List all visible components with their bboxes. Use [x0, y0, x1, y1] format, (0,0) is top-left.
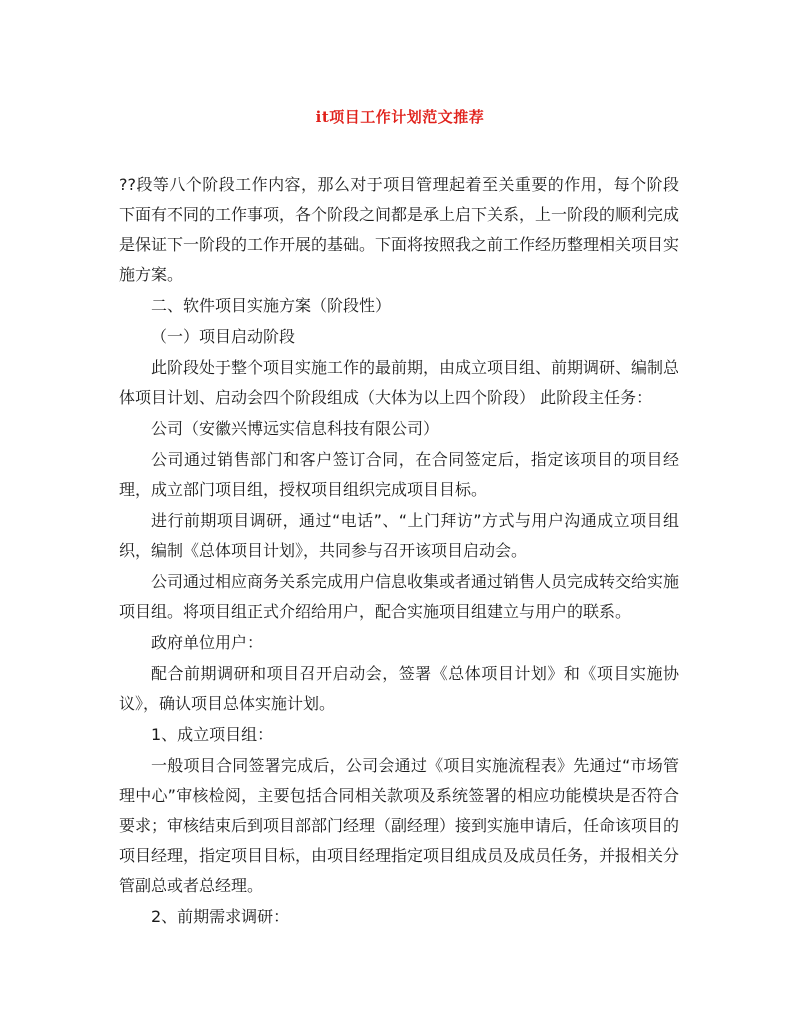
document-title: it项目工作计划范文推荐 — [315, 108, 485, 126]
list-heading: 2、前期需求调研： — [151, 907, 290, 926]
paragraph: 政府单位用户： — [151, 633, 264, 652]
list-heading: 1、成立项目组： — [151, 725, 274, 744]
paragraph: 公司通过相应商务关系完成用户信息收集或者通过销售人员完成转交给实施项目组。将项目组正式介绍给用户，配合实施项目组建立与用户的联系。 — [119, 572, 680, 621]
paragraph: 公司（安徽兴博远实信息科技有限公司） — [151, 419, 440, 438]
subsection-heading: （一）项目启动阶段 — [151, 327, 296, 346]
document-body — [119, 170, 679, 933]
paragraph: 公司通过销售部门和客户签订合同，在合同签定后，指定该项目的项目经理，成立部门项目组，授权项目组织完成项目目标。 — [119, 450, 679, 499]
section-heading: 二、软件项目实施方案（阶段性） — [151, 296, 392, 315]
paragraph: 进行前期项目调研，通过“电话”、“上门拜访”方式与用户沟通成立项目组织，编制《总体项目计划》，共同参与召开该项目启动会。 — [119, 511, 679, 560]
paragraph-intro: ??段等八个阶段工作内容，那么对于项目管理起着至关重要的作用，每个阶段下面有不同的工作事项，各个阶段之间都是承上启下关系，上一阶段的顺利完成是保证下一阶段的工作开展的基础。下面将按照我之前工作经历整理相关项目实施方案。 — [119, 175, 680, 284]
paragraph: 配合前期调研和项目召开启动会，签署《总体项目计划》和《项目实施协议》，确认项目总体实施计划。 — [119, 664, 679, 713]
paragraph: 一般项目合同签署完成后，公司会通过《项目实施流程表》先通过“市场管理中心”审核检阅，主要包括合同相关款项及系统签署的相应功能模块是否符合要求；审核结束后到项目部部门经理（副经理）接到实施申请后，任命该项目的项目经理，指定项目目标，由项目经理指定项目组成员及成员任务，并报相关分管副总或者总经理。 — [119, 756, 680, 895]
paragraph: 此阶段处于整个项目实施工作的最前期，由成立项目组、前期调研、编制总体项目计划、启动会四个阶段组成（大体为以上四个阶段） 此阶段主任务： — [119, 358, 680, 407]
